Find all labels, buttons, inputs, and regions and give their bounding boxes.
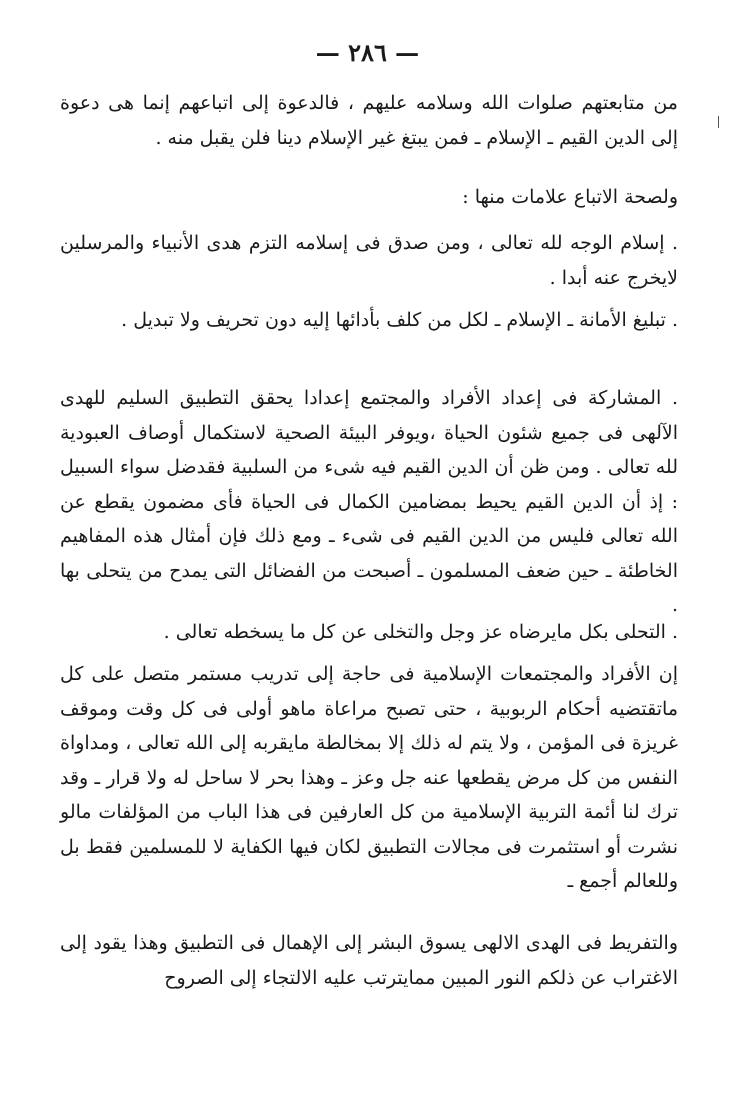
paragraph-sign-4: . التحلى بكل مايرضاه عز وجل والتخلى عن كل ما يسخطه تعالى . [163,621,678,643]
paragraph-negligence: والتفريط فى الهدى الالهى يسوق البشر إلى الإهمال فى التطبيق وهذا يقود إلى الاغتراب عن ذلكم النور المبين ممايترتب عليه الالتجاء إلى الصروح [60,932,678,989]
paragraph-sign-1: . إسلام الوجه لله تعالى ، ومن صدق فى إسلامه التزم هدى الأنبياء والمرسلين لايخرج عنه أبدا . [60,232,678,289]
paragraph-signs-heading: ولصحة الاتباع علامات منها : [462,186,678,208]
page-number: — ٢٨٦ — [315,38,420,67]
paragraph-training: إن الأفراد والمجتمعات الإسلامية فى حاجة إلى تدريب مستمر متصل على كل ماتقتضيه أحكام الربوبية ، حتى تصبح مراعاة ماهو أولى فى كل وقت وموقف غريزة فى المؤمن ، ولا يتم له ذلك إلا بمخالطة مايقربه إلى الله تعالى ، ومداواة النفس من كل مرض يقطعها عنه جل وعز ـ وهذا بحر لا ساحل له ولا قرار ـ وقد ترك لنا أئمة التربية الإسلامية من كل العارفين فى هذا الباب من المؤلفات مالو نشرت أو استثمرت فى مجالات التطبيق لكان فيها الكفاية لا للمسلمين فقط بل وللعالم أجمع ـ [60,663,678,892]
margin-mark [718,116,719,128]
paragraph-sign-3: . المشاركة فى إعداد الأفراد والمجتمع إعدادا يحقق التطبيق السليم للهدى الآلهى فى جميع شئون الحياة ،ويوفر البيئة الصحية لاستكمال أوصاف العبودية لله تعالى . ومن ظن أن الدين القيم فيه شىء من السلبية فقدضل سواء السبيل : إذ أن الدين القيم يحيط بمضامين الكمال فى الحياة فأى مضمون يقطع عن الله تعالى فليس من الدين القيم فى شىء ـ ومع ذلك فإن أمثال هذه المفاهيم الخاطئة ـ حين ضعف المسلمون ـ أصبحت من الفضائل التى يمدح من يتحلى بها . [60,387,678,616]
paragraph-sign-2: . تبليغ الأمانة ـ الإسلام ـ لكل من كلف بأدائها إليه دون تحريف ولا تبديل . [121,309,678,331]
paragraph-intro: من متابعتهم صلوات الله وسلامه عليهم ، فالدعوة إلى اتباعهم إنما هى دعوة إلى الدين القيم ـ الإسلام ـ فمن يبتغ غير الإسلام دينا فلن يقبل منه . [60,92,678,149]
